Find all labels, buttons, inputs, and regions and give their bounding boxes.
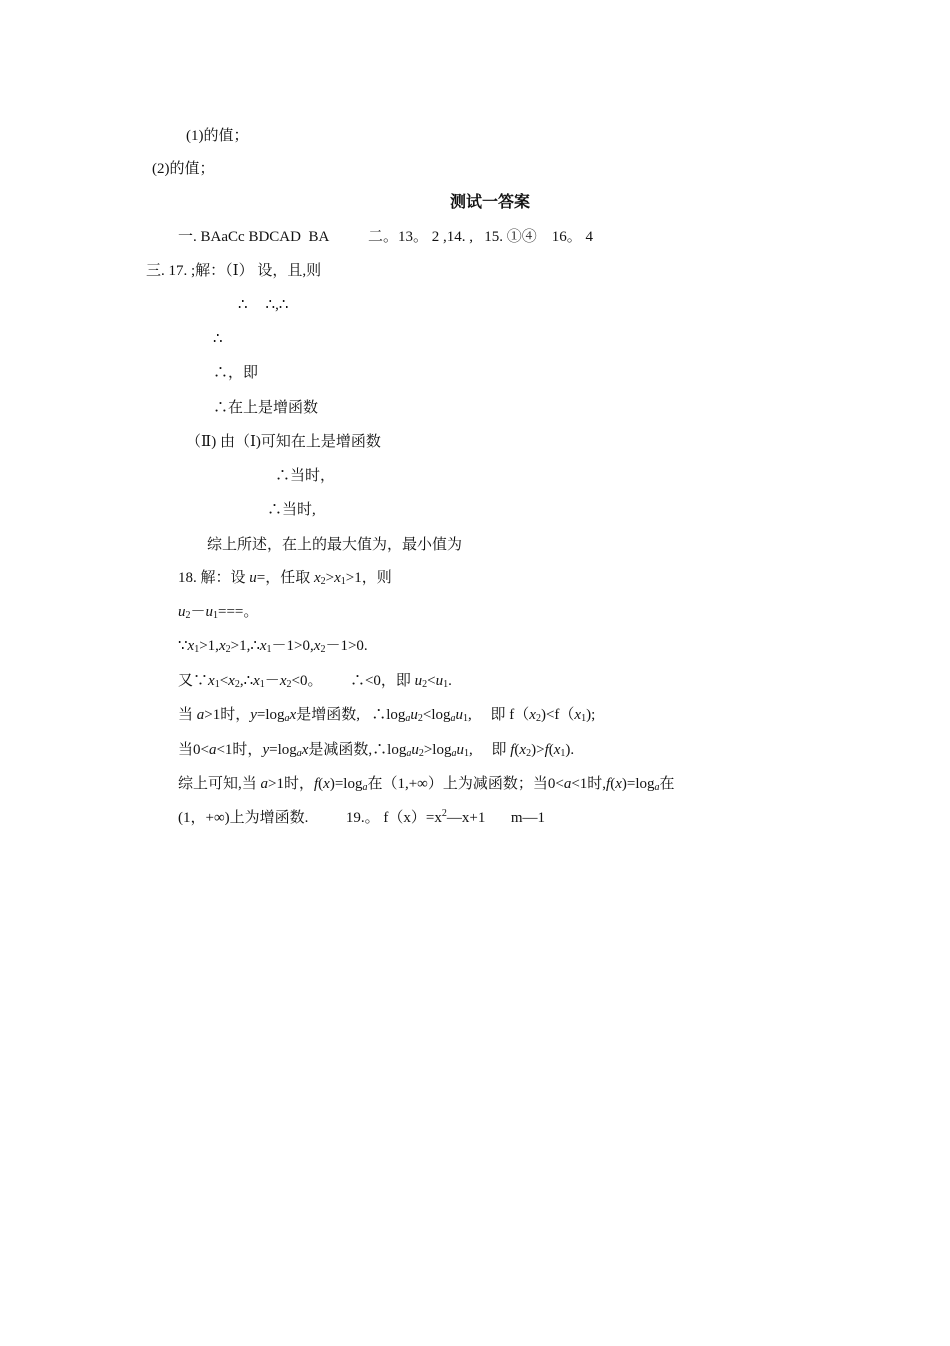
question-part-2: (2)的值；: [152, 161, 215, 177]
q18-intro: 18. 解：设 u=，任取 $x_2>x_1>1$，则: [178, 570, 392, 587]
choice-answers-line: 一. BAaCc BDCAD BA 二。13。 2 ,14. , 15. ①④ 16。 4: [178, 229, 594, 245]
q18-difference: $u_2-u_1===$。: [178, 604, 259, 621]
q18-case-1: 当 a>1时，$y=\log_ax$是增函数, $\therefore\log_au_2<\log_au_1$, 即 $f(x_2)<f(x_1)$;: [178, 707, 596, 724]
q18-conclusion: 综上可知,当 a>1时，$f(x)=\log_a$在（1,+∞）上为减函数；当0<a<1时$,f(x)=\log_a$在: [178, 776, 675, 793]
q17-intro: 三. 17. ;解：（Ⅰ） 设，且,则: [146, 263, 322, 279]
q18-case-2: 当0<a<1时，$y=\log_ax$是减函数$,\therefore\log_au_2>\log_au_1$, 即 $f(x_2)>f(x_1)$.: [178, 742, 575, 759]
q17-when-2: ∴当时,: [267, 502, 316, 518]
question-part-1: (1)的值；: [186, 128, 249, 144]
q17-step-1: ∴ ∴,∴: [238, 297, 289, 313]
q17-step-3: ∴，即: [213, 365, 259, 381]
q17-part-2: （Ⅱ) 由（Ⅰ)可知在上是增函数: [186, 434, 381, 450]
q17-step-2: ∴: [213, 331, 223, 347]
q18-last-line: (1，+∞)上为增函数. 19.。 $f(x)=x^2—x+1$ m—1: [178, 808, 546, 826]
q17-when-1: ∴当时，: [275, 468, 336, 484]
answers-title: 测试一答案: [450, 194, 531, 211]
q17-conclusion: 综上所述，在上的最大值为，最小值为: [207, 537, 463, 553]
q17-step-4: ∴在上是增函数: [213, 400, 319, 416]
q18-line-4: 又$\because x_1<x_2,\therefore x_1-x_2<0$。 ∴<0，即 $u_2<u_1$.: [178, 673, 452, 690]
q19-answer: 19.。 $f(x)=x^2—x+1$: [345, 808, 486, 826]
q18-line-3: $\because x_1>1,x_2>1,\therefore x_1-1>0,x_2-1>0$.: [178, 638, 368, 655]
